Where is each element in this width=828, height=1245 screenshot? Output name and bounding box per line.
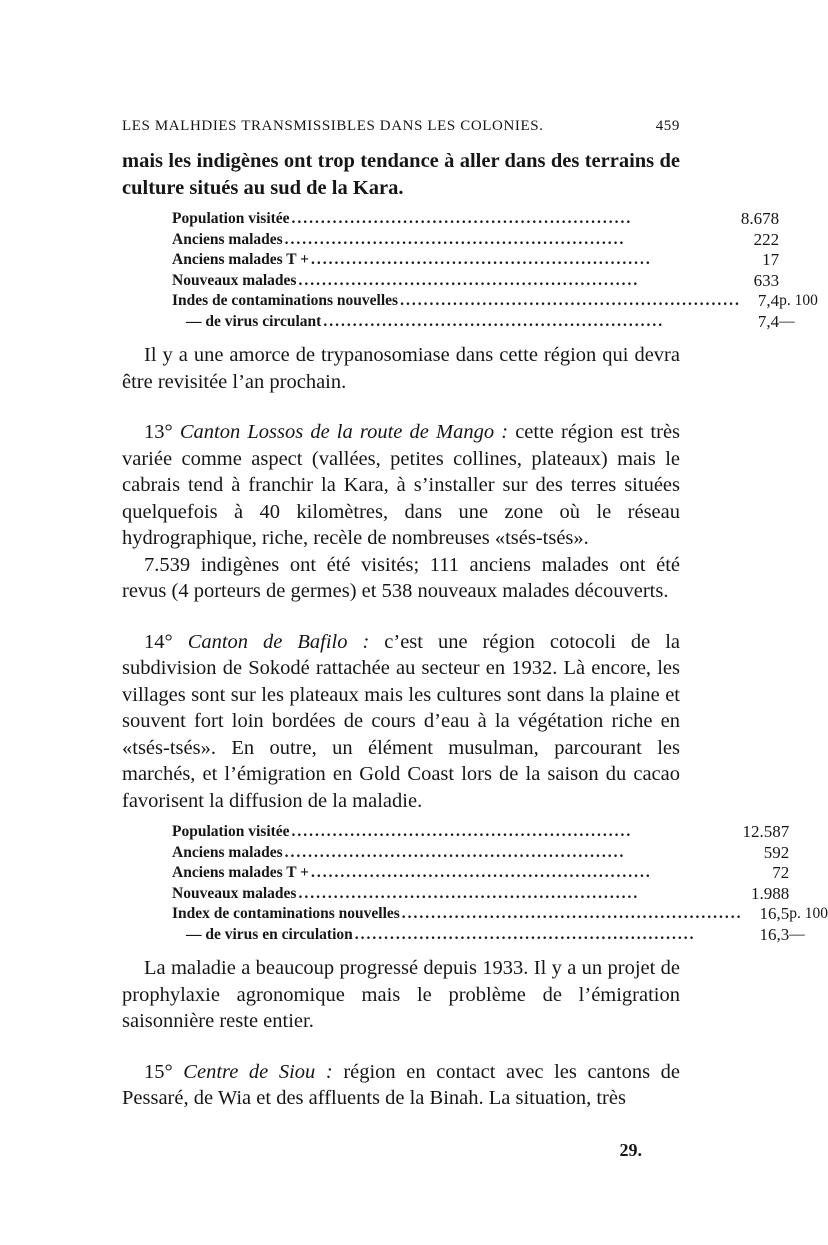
- leader-dots: ..........................................................: [323, 312, 665, 330]
- stats-unit: [779, 250, 818, 271]
- paragraph-progression: La maladie a beaucoup progressé depuis 1933. Il y a un projet de prophylaxie agronomique mais le problème de l’émigration saisonnière reste entier.: [122, 957, 680, 1032]
- section-13-text: cette région est très variée comme aspect (vallées, petites collines, plateaux) mais le cabrais tend à franchir la Kara, à s’installer sur des terres situées quelquefois à 40 kilomètres, dans une zone où le réseau hydrographique, riche, recèle de nombreuses «tsés-tsés».: [122, 421, 681, 549]
- leader-dots: ..........................................................: [311, 251, 652, 268]
- running-head: [122, 118, 680, 135]
- stats-unit: p. 100: [789, 905, 828, 922]
- stats-unit: [789, 822, 828, 843]
- stats-label: Nouveaux malades: [172, 271, 297, 289]
- leader-dots: ..........................................................: [284, 230, 626, 248]
- leader-dots: ..........................................................: [291, 210, 633, 227]
- stats-label: — de virus en circulation: [172, 926, 355, 943]
- stats-value: 1.988: [751, 883, 790, 903]
- stats-unit: [779, 209, 818, 230]
- stats-label: Anciens malades T +: [172, 864, 310, 881]
- stats-table-1: [172, 209, 818, 332]
- stats-unit: [789, 843, 828, 864]
- stats-label: Population visitée: [172, 210, 290, 227]
- leader-dots: ..........................................................: [311, 864, 652, 881]
- leader-dots: ..........................................................: [354, 925, 696, 943]
- stats-value: 12.587: [742, 822, 790, 841]
- stats-unit: —: [789, 925, 805, 943]
- stats-value: 17: [762, 250, 780, 269]
- stats-row: [172, 822, 828, 843]
- stats-value: 16,3: [759, 924, 790, 944]
- stats-value: 222: [753, 229, 780, 249]
- stats-value: 592: [763, 842, 790, 862]
- section-15-text: région en contact avec les cantons de Pessaré, de Wia et des affluents de la Binah. La situation, très: [122, 1060, 681, 1109]
- stats-unit: —: [779, 312, 795, 330]
- stats-row: [172, 230, 818, 251]
- stats-table-2: [172, 822, 828, 945]
- page-number: 459: [655, 118, 680, 134]
- section-14-text: c’est une région cotocoli de la subdivision de Sokodé rattachée au secteur en 1932. Là encore, les villages sont sur les plateaux mais les cultures sont dans la plaine et souvent fort loin bordées de cours d’eau à la végétation riche en «tsés-tsés». En outre, un élément musulman, parcourant les marchés, et l’émigration en Gold Coast lors de la saison du cacao favorisent la diffusion de la maladie.: [122, 630, 681, 812]
- stats-label: Indes de contaminations nouvelles: [172, 292, 399, 309]
- stats-label: Population visitée: [172, 823, 290, 840]
- stats-unit: [789, 884, 828, 905]
- stats-label: Anciens malades: [172, 230, 283, 248]
- stats-value: 8.678: [740, 209, 780, 228]
- stats-unit: p. 100: [779, 292, 818, 309]
- stats-label: Anciens malades T +: [172, 251, 310, 268]
- section-14-title: Canton de Bafilo :: [187, 630, 370, 653]
- leader-dots: ..........................................................: [284, 843, 626, 861]
- section-13: [122, 419, 680, 552]
- stats-row: [172, 904, 828, 925]
- section-15-number: 15°: [144, 1060, 173, 1083]
- stats-label: Anciens malades: [172, 843, 283, 861]
- leader-dots: ..........................................................: [298, 271, 640, 289]
- stats-row: [172, 271, 818, 292]
- stats-row: [172, 925, 828, 946]
- leader-dots: ..........................................................: [291, 823, 633, 840]
- stats-unit: [779, 230, 818, 251]
- stats-row: [172, 312, 818, 333]
- stats-value: 7,4: [757, 311, 780, 331]
- stats-value: 16,5: [759, 904, 790, 923]
- stats-value: 633: [753, 270, 780, 290]
- body-text: [122, 148, 828, 1112]
- signature-mark: 29.: [619, 1140, 642, 1160]
- running-title: LES MALHDIES TRANSMISSIBLES DANS LES COLONIES.: [122, 118, 544, 134]
- section-13-title: Canton Lossos de la route de Mango :: [179, 421, 509, 443]
- section-13-results: 7.539 indigènes ont été visités; 111 anciens malades ont été revus (4 porteurs de germes) et 538 nouveaux malades découverts.: [122, 553, 680, 602]
- stats-row: [172, 884, 828, 905]
- section-15-title: Centre de Siou :: [183, 1060, 333, 1083]
- section-15: [122, 1059, 680, 1112]
- stats-row: [172, 209, 818, 230]
- leader-dots: ..........................................................: [401, 905, 743, 922]
- section-13-number: 13°: [144, 421, 173, 443]
- section-14-number: 14°: [144, 630, 173, 653]
- stats-label: Index de contaminations nouvelles: [172, 905, 400, 922]
- leader-dots: ..........................................................: [400, 292, 741, 309]
- stats-label: — de virus circulant: [172, 313, 323, 330]
- leader-dots: ..........................................................: [298, 884, 640, 902]
- stats-row: [172, 843, 828, 864]
- paragraph-trypanosomiase: Il y a une amorce de trypanosomiase dans cette région qui devra être revisitée l’an prochain.: [122, 344, 680, 393]
- stats-unit: [779, 271, 818, 292]
- stats-label: Nouveaux malades: [172, 884, 297, 902]
- stats-value: 72: [772, 863, 790, 882]
- stats-value: 7,4: [757, 291, 780, 310]
- stats-unit: [789, 863, 828, 884]
- stats-row: [172, 291, 818, 312]
- stats-row: [172, 250, 818, 271]
- section-14: [122, 629, 680, 815]
- stats-row: [172, 863, 828, 884]
- paragraph-intro: mais les indigènes ont trop tendance à aller dans des terrains de culture situés au sud de la Kara.: [122, 150, 680, 199]
